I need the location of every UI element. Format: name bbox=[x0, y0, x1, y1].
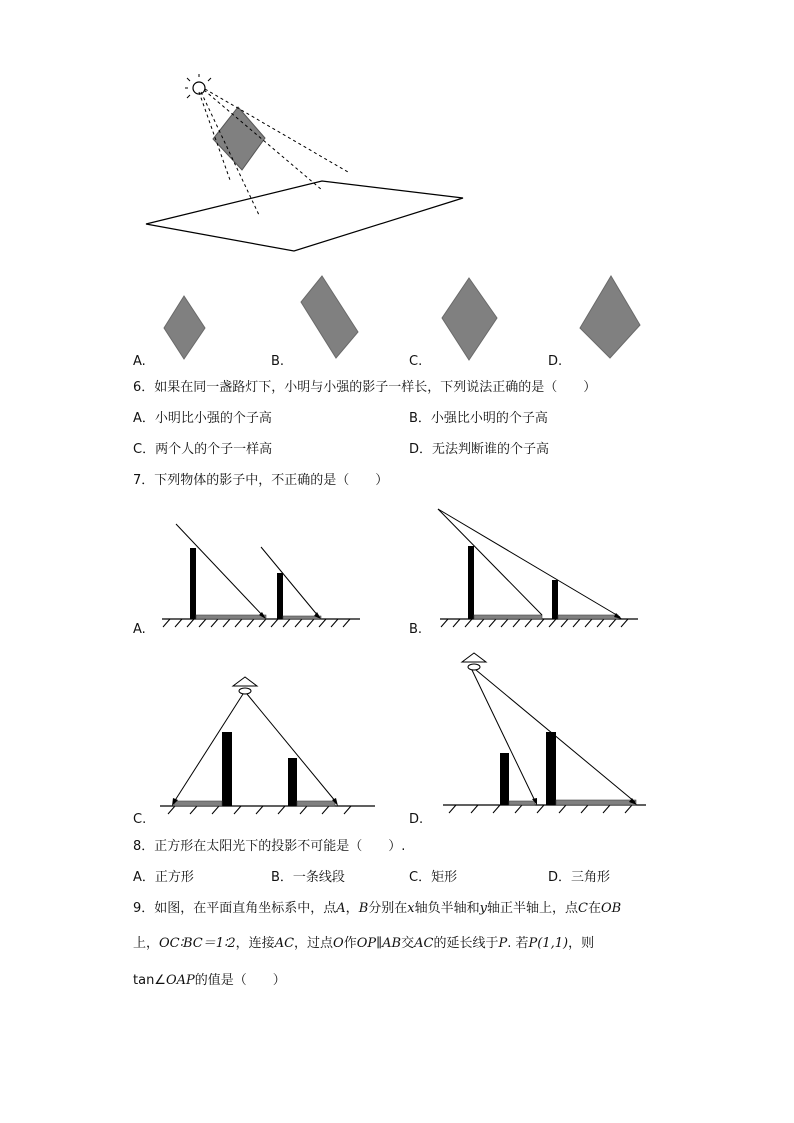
q5-option-a-label: A. bbox=[133, 354, 146, 369]
q6-option-c: C．两个人的个子一样高 bbox=[133, 442, 273, 457]
q7-option-a-label: A. bbox=[133, 622, 146, 637]
q9-line-3: tan∠OAP的值是（ ） bbox=[133, 973, 286, 988]
q6-option-b: B．小强比小明的个子高 bbox=[409, 411, 548, 426]
q7-figure-b bbox=[430, 505, 650, 625]
sun-icon bbox=[185, 74, 211, 98]
option-d-shape bbox=[580, 276, 640, 358]
q5-option-shapes bbox=[0, 270, 794, 370]
q6-option-d: D．无法判断谁的个子高 bbox=[409, 442, 550, 457]
option-a-shape bbox=[164, 296, 205, 359]
q9-line-1: 9．如图，在平面直角坐标系中，点A，B分别在x轴负半轴和y轴正半轴上，点C在OB bbox=[133, 901, 622, 916]
lamp-icon bbox=[462, 653, 486, 670]
projection-plane bbox=[146, 181, 463, 251]
q8-stem: 8．正方形在太阳光下的投影不可能是（ ）. bbox=[133, 839, 406, 854]
q8-option-a: A．正方形 bbox=[133, 870, 194, 885]
q7-figure-c bbox=[155, 672, 380, 812]
q8-option-d: D．三角形 bbox=[548, 870, 611, 885]
q5-main-figure bbox=[0, 0, 794, 260]
q7-option-b-label: B. bbox=[409, 622, 423, 637]
q7-option-c-label: C. bbox=[133, 812, 147, 827]
q5-option-d-label: D. bbox=[548, 354, 563, 369]
q6-option-a: A．小明比小强的个子高 bbox=[133, 411, 272, 426]
q9-line-2: 上，OC∶BC＝1∶2，连接AC，过点O作OP∥AB交AC的延长线于P. 若P(1,1)，则 bbox=[133, 936, 595, 951]
q7-option-d-label: D. bbox=[409, 812, 424, 827]
option-b-shape bbox=[301, 276, 358, 358]
q7-stem: 7．下列物体的影子中，不正确的是（ ） bbox=[133, 473, 389, 488]
option-c-shape bbox=[442, 278, 497, 360]
q8-option-b: B．一条线段 bbox=[271, 870, 345, 885]
q5-option-c-label: C. bbox=[409, 354, 423, 369]
lamp-icon bbox=[233, 677, 257, 694]
q7-figure-d bbox=[438, 650, 653, 815]
q8-option-c: C．矩形 bbox=[409, 870, 458, 885]
q6-stem: 6．如果在同一盏路灯下，小明与小强的影子一样长，下列说法正确的是（ ） bbox=[133, 380, 597, 395]
q5-option-b-label: B. bbox=[271, 354, 285, 369]
rhombus-object bbox=[213, 107, 265, 170]
q7-figure-a bbox=[150, 515, 370, 625]
